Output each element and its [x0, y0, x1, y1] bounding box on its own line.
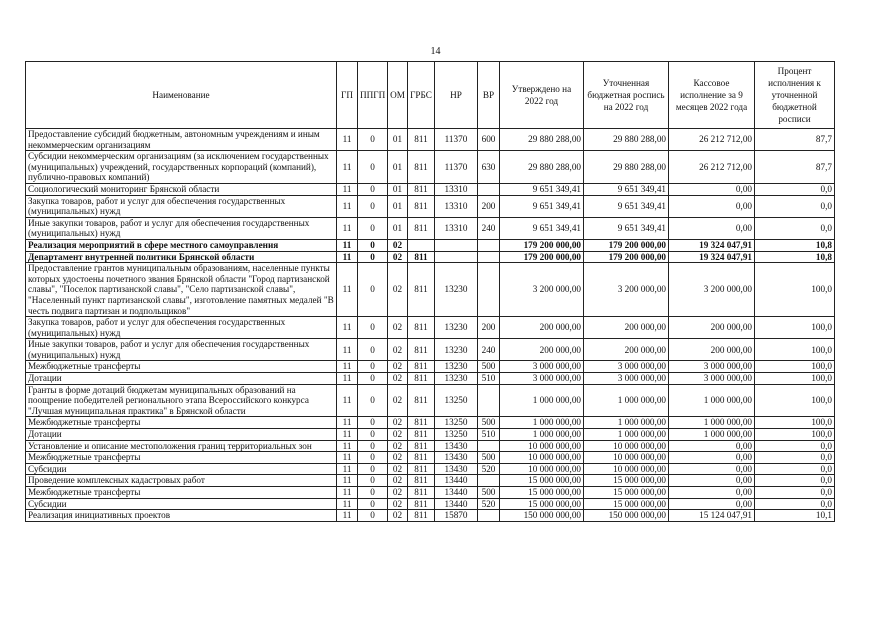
header-name: Наименование: [26, 62, 337, 129]
cell-om: 01: [388, 217, 408, 239]
cell-np: 13230: [435, 317, 478, 339]
cell-percent: 0,0: [755, 463, 835, 475]
cell-np: 13310: [435, 183, 478, 195]
cell-vr: 510: [478, 373, 500, 385]
cell-om: 02: [388, 452, 408, 464]
cell-percent: 100,0: [755, 317, 835, 339]
cell-cash: 3 000 000,00: [669, 361, 755, 373]
cell-percent: 100,0: [755, 339, 835, 361]
cell-grbs: 811: [408, 263, 435, 317]
cell-gp: 11: [337, 263, 358, 317]
cell-name: Иные закупки товаров, работ и услуг для обеспечения государственных (муниципальных) нужд: [26, 217, 337, 239]
cell-revised: 29 880 288,00: [584, 129, 669, 151]
cell-ppgp: 0: [358, 263, 388, 317]
header-vr: ВР: [478, 62, 500, 129]
cell-cash: 0,00: [669, 475, 755, 487]
cell-grbs: 811: [408, 195, 435, 217]
cell-gp: 11: [337, 487, 358, 499]
cell-grbs: 811: [408, 339, 435, 361]
cell-np: 13310: [435, 195, 478, 217]
cell-approved: 10 000 000,00: [500, 463, 584, 475]
table-row: [26, 251, 835, 263]
cell-name: Субсидии: [26, 498, 337, 510]
cell-om: 02: [388, 498, 408, 510]
cell-np: 13230: [435, 263, 478, 317]
cell-approved: 10 000 000,00: [500, 452, 584, 464]
cell-name: Реализация инициативных проектов: [26, 510, 337, 522]
header-ppgp: ППГП: [358, 62, 388, 129]
cell-revised: 10 000 000,00: [584, 463, 669, 475]
cell-om: 02: [388, 361, 408, 373]
cell-name: Дотации: [26, 373, 337, 385]
cell-vr: 510: [478, 429, 500, 441]
cell-np: 15870: [435, 510, 478, 522]
cell-percent: 0,0: [755, 183, 835, 195]
cell-name: Дотации: [26, 429, 337, 441]
cell-ppgp: 0: [358, 129, 388, 151]
cell-revised: 200 000,00: [584, 317, 669, 339]
cell-cash: 0,00: [669, 463, 755, 475]
cell-om: 02: [388, 475, 408, 487]
cell-revised: 179 200 000,00: [584, 239, 669, 251]
cell-approved: 3 200 000,00: [500, 263, 584, 317]
cell-revised: 15 000 000,00: [584, 487, 669, 499]
cell-grbs: [408, 239, 435, 251]
cell-vr: [478, 183, 500, 195]
cell-om: 01: [388, 183, 408, 195]
cell-om: 01: [388, 129, 408, 151]
cell-name: Предоставление субсидий бюджетным, автономным учреждениям и иным некоммерческим организациям: [26, 129, 337, 151]
cell-vr: 520: [478, 498, 500, 510]
cell-revised: 1 000 000,00: [584, 417, 669, 429]
cell-vr: 600: [478, 129, 500, 151]
cell-cash: 0,00: [669, 487, 755, 499]
cell-grbs: 811: [408, 384, 435, 417]
cell-cash: 0,00: [669, 452, 755, 464]
cell-grbs: 811: [408, 217, 435, 239]
cell-om: 02: [388, 317, 408, 339]
cell-cash: 15 124 047,91: [669, 510, 755, 522]
cell-cash: 200 000,00: [669, 317, 755, 339]
cell-grbs: 811: [408, 452, 435, 464]
cell-np: 13230: [435, 361, 478, 373]
cell-approved: 179 200 000,00: [500, 251, 584, 263]
cell-vr: 500: [478, 417, 500, 429]
cell-om: 02: [388, 440, 408, 452]
cell-np: 13430: [435, 463, 478, 475]
cell-revised: 3 200 000,00: [584, 263, 669, 317]
cell-approved: 1 000 000,00: [500, 384, 584, 417]
cell-om: 02: [388, 429, 408, 441]
cell-percent: 0,0: [755, 440, 835, 452]
cell-percent: 0,0: [755, 498, 835, 510]
table-row: [26, 217, 835, 239]
cell-om: 02: [388, 463, 408, 475]
table-row: [26, 239, 835, 251]
cell-cash: 0,00: [669, 440, 755, 452]
cell-vr: 500: [478, 487, 500, 499]
cell-grbs: 811: [408, 129, 435, 151]
cell-grbs: 811: [408, 498, 435, 510]
table-row: [26, 361, 835, 373]
cell-ppgp: 0: [358, 239, 388, 251]
cell-name: Иные закупки товаров, работ и услуг для обеспечения государственных (муниципальных) нужд: [26, 339, 337, 361]
cell-approved: 15 000 000,00: [500, 498, 584, 510]
cell-approved: 179 200 000,00: [500, 239, 584, 251]
cell-cash: 0,00: [669, 217, 755, 239]
cell-revised: 9 651 349,41: [584, 217, 669, 239]
table-row: [26, 498, 835, 510]
header-np: НР: [435, 62, 478, 129]
table-row: [26, 129, 835, 151]
header-grbs: ГРБС: [408, 62, 435, 129]
table-row: [26, 417, 835, 429]
cell-ppgp: 0: [358, 487, 388, 499]
cell-vr: [478, 510, 500, 522]
cell-om: 01: [388, 195, 408, 217]
cell-vr: 630: [478, 151, 500, 184]
cell-percent: 0,0: [755, 452, 835, 464]
cell-vr: [478, 384, 500, 417]
table-header-row: [26, 62, 835, 129]
cell-np: 13440: [435, 475, 478, 487]
budget-execution-table: [25, 61, 835, 522]
table-row: [26, 317, 835, 339]
table-row: [26, 475, 835, 487]
table-row: [26, 463, 835, 475]
page-number: 14: [430, 46, 441, 57]
cell-om: 02: [388, 510, 408, 522]
cell-om: 02: [388, 373, 408, 385]
cell-ppgp: 0: [358, 498, 388, 510]
cell-np: [435, 251, 478, 263]
cell-percent: 100,0: [755, 373, 835, 385]
cell-name: Межбюджетные трансферты: [26, 361, 337, 373]
cell-grbs: 811: [408, 151, 435, 184]
cell-om: 02: [388, 487, 408, 499]
cell-percent: 100,0: [755, 384, 835, 417]
cell-ppgp: 0: [358, 217, 388, 239]
cell-grbs: 811: [408, 429, 435, 441]
cell-ppgp: 0: [358, 510, 388, 522]
table-row: [26, 384, 835, 417]
cell-om: 01: [388, 151, 408, 184]
cell-revised: 3 000 000,00: [584, 361, 669, 373]
cell-gp: 11: [337, 129, 358, 151]
cell-vr: [478, 263, 500, 317]
cell-name: Предоставление грантов муниципальным образованиям, населенные пункты которых удостоены почетного звания Брянской области "Город партизанской славы", "Поселок партизанской славы", "Село партизанской славы", "Населенный пункт партизанской славы", изготовление памятных медалей "В честь подвига партизан и подпольщиков": [26, 263, 337, 317]
cell-ppgp: 0: [358, 373, 388, 385]
header-percent: Процент исполнения к уточненной бюджетной росписи: [755, 62, 835, 129]
cell-percent: 0,0: [755, 487, 835, 499]
cell-gp: 11: [337, 452, 358, 464]
cell-gp: 11: [337, 384, 358, 417]
cell-cash: 1 000 000,00: [669, 429, 755, 441]
table-row: [26, 195, 835, 217]
cell-ppgp: 0: [358, 440, 388, 452]
cell-np: [435, 239, 478, 251]
cell-ppgp: 0: [358, 151, 388, 184]
cell-vr: [478, 251, 500, 263]
cell-approved: 9 651 349,41: [500, 217, 584, 239]
cell-np: 11370: [435, 151, 478, 184]
cell-approved: 9 651 349,41: [500, 195, 584, 217]
cell-ppgp: 0: [358, 183, 388, 195]
cell-revised: 1 000 000,00: [584, 384, 669, 417]
cell-percent: 0,0: [755, 217, 835, 239]
cell-grbs: 811: [408, 475, 435, 487]
cell-cash: 0,00: [669, 195, 755, 217]
cell-gp: 11: [337, 361, 358, 373]
cell-percent: 100,0: [755, 361, 835, 373]
cell-np: 13310: [435, 217, 478, 239]
cell-percent: 0,0: [755, 475, 835, 487]
cell-gp: 11: [337, 373, 358, 385]
cell-np: 13250: [435, 384, 478, 417]
cell-om: 02: [388, 251, 408, 263]
cell-np: 13430: [435, 440, 478, 452]
cell-percent: 0,0: [755, 195, 835, 217]
cell-gp: 11: [337, 195, 358, 217]
cell-grbs: 811: [408, 361, 435, 373]
header-approved: Утверждено на 2022 год: [500, 62, 584, 129]
header-om: ОМ: [388, 62, 408, 129]
cell-vr: 500: [478, 452, 500, 464]
table-row: [26, 440, 835, 452]
cell-vr: 520: [478, 463, 500, 475]
cell-name: Гранты в форме дотаций бюджетам муниципальных образований на поощрение победителей регионального этапа Всероссийского конкурса "Лучшая муниципальная практика" в Брянской области: [26, 384, 337, 417]
table-row: [26, 429, 835, 441]
cell-approved: 3 000 000,00: [500, 373, 584, 385]
cell-revised: 179 200 000,00: [584, 251, 669, 263]
table-row: [26, 373, 835, 385]
cell-approved: 29 880 288,00: [500, 151, 584, 184]
cell-revised: 10 000 000,00: [584, 452, 669, 464]
cell-grbs: 811: [408, 440, 435, 452]
cell-name: Субсидии некоммерческим организациям (за исключением государственных (муниципальных) учреждений, государственных корпораций (компаний), публично-правовых компаний): [26, 151, 337, 184]
cell-percent: 100,0: [755, 417, 835, 429]
header-gp: ГП: [337, 62, 358, 129]
cell-vr: 240: [478, 339, 500, 361]
cell-ppgp: 0: [358, 463, 388, 475]
cell-gp: 11: [337, 498, 358, 510]
cell-revised: 15 000 000,00: [584, 498, 669, 510]
cell-grbs: 811: [408, 317, 435, 339]
cell-approved: 15 000 000,00: [500, 475, 584, 487]
cell-name: Межбюджетные трансферты: [26, 452, 337, 464]
cell-approved: 200 000,00: [500, 317, 584, 339]
table-row: [26, 339, 835, 361]
cell-vr: [478, 239, 500, 251]
cell-approved: 29 880 288,00: [500, 129, 584, 151]
cell-ppgp: 0: [358, 475, 388, 487]
cell-revised: 200 000,00: [584, 339, 669, 361]
table-row: [26, 263, 835, 317]
cell-revised: 9 651 349,41: [584, 183, 669, 195]
cell-grbs: 811: [408, 510, 435, 522]
cell-gp: 11: [337, 183, 358, 195]
cell-vr: 500: [478, 361, 500, 373]
cell-np: 13230: [435, 339, 478, 361]
cell-gp: 11: [337, 510, 358, 522]
cell-cash: 0,00: [669, 183, 755, 195]
cell-grbs: 811: [408, 251, 435, 263]
table-row: [26, 183, 835, 195]
cell-cash: 19 324 047,91: [669, 239, 755, 251]
cell-gp: 11: [337, 463, 358, 475]
cell-om: 02: [388, 339, 408, 361]
cell-gp: 11: [337, 151, 358, 184]
cell-gp: 11: [337, 339, 358, 361]
cell-approved: 15 000 000,00: [500, 487, 584, 499]
cell-grbs: 811: [408, 487, 435, 499]
cell-percent: 87,7: [755, 151, 835, 184]
cell-name: Межбюджетные трансферты: [26, 417, 337, 429]
cell-gp: 11: [337, 251, 358, 263]
cell-om: 02: [388, 239, 408, 251]
cell-revised: 1 000 000,00: [584, 429, 669, 441]
header-cash: Кассовое исполнение за 9 месяцев 2022 года: [669, 62, 755, 129]
cell-ppgp: 0: [358, 361, 388, 373]
cell-np: 13250: [435, 429, 478, 441]
cell-name: Субсидии: [26, 463, 337, 475]
cell-cash: 200 000,00: [669, 339, 755, 361]
cell-name: Закупка товаров, работ и услуг для обеспечения государственных (муниципальных) нужд: [26, 317, 337, 339]
cell-ppgp: 0: [358, 195, 388, 217]
table-body: [26, 129, 835, 522]
cell-revised: 15 000 000,00: [584, 475, 669, 487]
header-revised: Уточненная бюджетная роспись на 2022 год: [584, 62, 669, 129]
cell-vr: 240: [478, 217, 500, 239]
cell-name: Межбюджетные трансферты: [26, 487, 337, 499]
cell-cash: 26 212 712,00: [669, 129, 755, 151]
cell-approved: 1 000 000,00: [500, 417, 584, 429]
cell-name: Социологический мониторинг Брянской области: [26, 183, 337, 195]
cell-percent: 10,8: [755, 239, 835, 251]
cell-percent: 10,8: [755, 251, 835, 263]
table-row: [26, 510, 835, 522]
cell-gp: 11: [337, 417, 358, 429]
cell-gp: 11: [337, 440, 358, 452]
cell-np: 13250: [435, 417, 478, 429]
cell-name: Закупка товаров, работ и услуг для обеспечения государственных (муниципальных) нужд: [26, 195, 337, 217]
cell-vr: 200: [478, 317, 500, 339]
cell-np: 13430: [435, 452, 478, 464]
cell-ppgp: 0: [358, 384, 388, 417]
cell-np: 13440: [435, 487, 478, 499]
cell-percent: 87,7: [755, 129, 835, 151]
cell-approved: 3 000 000,00: [500, 361, 584, 373]
cell-approved: 200 000,00: [500, 339, 584, 361]
cell-grbs: 811: [408, 463, 435, 475]
cell-cash: 3 000 000,00: [669, 373, 755, 385]
cell-ppgp: 0: [358, 339, 388, 361]
cell-gp: 11: [337, 429, 358, 441]
cell-grbs: 811: [408, 417, 435, 429]
cell-name: Проведение комплексных кадастровых работ: [26, 475, 337, 487]
cell-name: Департамент внутренней политики Брянской области: [26, 251, 337, 263]
cell-om: 02: [388, 417, 408, 429]
cell-name: Реализация мероприятий в сфере местного самоуправления: [26, 239, 337, 251]
cell-revised: 150 000 000,00: [584, 510, 669, 522]
cell-np: 13230: [435, 373, 478, 385]
table-row: [26, 487, 835, 499]
cell-gp: 11: [337, 475, 358, 487]
cell-np: 13440: [435, 498, 478, 510]
cell-ppgp: 0: [358, 417, 388, 429]
cell-ppgp: 0: [358, 429, 388, 441]
cell-approved: 1 000 000,00: [500, 429, 584, 441]
table-row: [26, 151, 835, 184]
cell-cash: 19 324 047,91: [669, 251, 755, 263]
cell-approved: 10 000 000,00: [500, 440, 584, 452]
cell-vr: [478, 475, 500, 487]
cell-gp: 11: [337, 217, 358, 239]
cell-ppgp: 0: [358, 251, 388, 263]
cell-grbs: 811: [408, 373, 435, 385]
cell-percent: 100,0: [755, 429, 835, 441]
table-row: [26, 452, 835, 464]
cell-om: 02: [388, 263, 408, 317]
cell-revised: 3 000 000,00: [584, 373, 669, 385]
cell-om: 02: [388, 384, 408, 417]
cell-ppgp: 0: [358, 452, 388, 464]
cell-vr: 200: [478, 195, 500, 217]
cell-cash: 0,00: [669, 498, 755, 510]
cell-name: Установление и описание местоположения границ территориальных зон: [26, 440, 337, 452]
cell-percent: 100,0: [755, 263, 835, 317]
cell-vr: [478, 440, 500, 452]
cell-gp: 11: [337, 317, 358, 339]
cell-cash: 3 200 000,00: [669, 263, 755, 317]
cell-revised: 9 651 349,41: [584, 195, 669, 217]
cell-grbs: 811: [408, 183, 435, 195]
cell-revised: 29 880 288,00: [584, 151, 669, 184]
cell-approved: 150 000 000,00: [500, 510, 584, 522]
cell-cash: 1 000 000,00: [669, 417, 755, 429]
cell-cash: 26 212 712,00: [669, 151, 755, 184]
cell-ppgp: 0: [358, 317, 388, 339]
cell-gp: 11: [337, 239, 358, 251]
cell-percent: 10,1: [755, 510, 835, 522]
cell-cash: 1 000 000,00: [669, 384, 755, 417]
cell-revised: 10 000 000,00: [584, 440, 669, 452]
cell-np: 11370: [435, 129, 478, 151]
cell-approved: 9 651 349,41: [500, 183, 584, 195]
